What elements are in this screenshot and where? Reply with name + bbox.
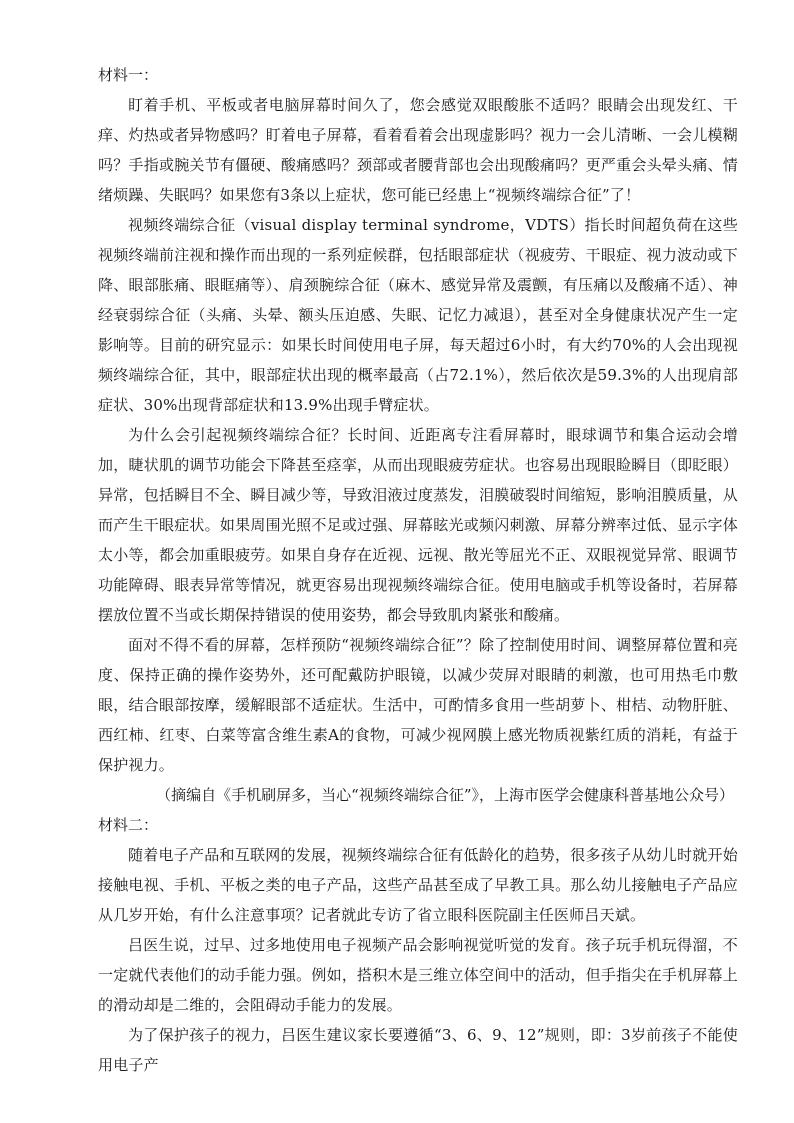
material-two-paragraph-3: 为了保护孩子的视力，吕医生建议家长要遵循“3、6、9、12”规则，即：3岁前孩子不能使用电子产 — [98, 1026, 738, 1074]
material-one-paragraph-1: 盯着手机、平板或者电脑屏幕时间久了，您会感觉双眼酸胀不适吗？眼睛会出现发红、干痒、灼热或者异物感吗？盯着电子屏幕，看着看着会出现虚影吗？视力一会儿清晰、一会儿模糊吗？手指或腕关节有僵硬、酸痛感吗？颈部或者腰背部也会出现酸痛吗？更严重会头晕头痛、情绪烦躁、失眠吗？如果您有3条以上症状，您可能已经患上“视频终端综合征”了！ — [98, 96, 738, 204]
material-two-heading: 材料二： — [98, 816, 159, 834]
material-two-paragraph-2: 吕医生说，过早、过多地使用电子视频产品会影响视觉听觉的发育。孩子玩手机玩得溜，不一定就代表他们的动手能力强。例如，搭积木是三维立体空间中的活动，但手指尖在手机屏幕上的滑动却是二维的，会阻碍动手能力的发展。 — [98, 936, 738, 1014]
material-two-paragraph-1: 随着电子产品和互联网的发展，视频终端综合征有低龄化的趋势，很多孩子从幼儿时就开始接触电视、手机、平板之类的电子产品，这些产品甚至成了早教工具。那么幼儿接触电子产品应从几岁开始，有什么注意事项？记者就此专访了省立眼科医院副主任医师吕天斌。 — [98, 846, 738, 924]
document-page — [98, 60, 738, 1080]
material-one-source: （摘编自《手机刷屏多，当心“视频终端综合征”》，上海市医学会健康科普基地公众号） — [156, 786, 734, 804]
material-one-heading: 材料一： — [98, 66, 159, 84]
material-one-paragraph-3: 为什么会引起视频终端综合征？长时间、近距离专注看屏幕时，眼球调节和集合运动会增加，睫状肌的调节功能会下降甚至痉挛，从而出现眼疲劳症状。也容易出现眼睑瞬目（即眨眼）异常，包括瞬目不全、瞬目减少等，导致泪液过度蒸发，泪膜破裂时间缩短，影响泪膜质量，从而产生干眼症状。如果周围光照不足或过强、屏幕眩光或频闪刺激、屏幕分辨率过低、显示字体太小等，都会加重眼疲劳。如果自身存在近视、远视、散光等屈光不正、双眼视觉异常、眼调节功能障碍、眼表异常等情况，就更容易出现视频终端综合征。使用电脑或手机等设备时，若屏幕摆放位置不当或长期保持错误的使用姿势，都会导致肌肉紧张和酸痛。 — [98, 426, 738, 624]
material-one-paragraph-2: 视频终端综合征（visual display terminal syndrome，VDTS）指长时间超负荷在这些视频终端前注视和操作而出现的一系列症候群，包括眼部症状（视疲劳、干眼症、视力波动或下降、眼部胀痛、眼眶痛等）、肩颈腕综合征（麻木、感觉异常及震颤，有压痛以及酸痛不适）、神经衰弱综合征（头痛、头晕、额头压迫感、失眠、记忆力减退），甚至对全身健康状况产生一定影响等。目前的研究显示：如果长时间使用电子屏，每天超过6小时，有大约70%的人会出现视频终端综合征，其中，眼部症状出现的概率最高（占72.1%），然后依次是59.3%的人出现肩部症状、30%出现背部症状和13.9%出现手臂症状。 — [98, 216, 738, 414]
material-one-paragraph-4: 面对不得不看的屏幕，怎样预防“视频终端综合征”？除了控制使用时间、调整屏幕位置和亮度、保持正确的操作姿势外，还可配戴防护眼镜，以减少荧屏对眼睛的刺激，也可用热毛巾敷眼，结合眼部按摩，缓解眼部不适症状。生活中，可酌情多食用一些胡萝卜、柑桔、动物肝脏、西红柿、红枣、白菜等富含维生素A的食物，可减少视网膜上感光物质视紫红质的消耗，有益于保护视力。 — [98, 636, 738, 774]
